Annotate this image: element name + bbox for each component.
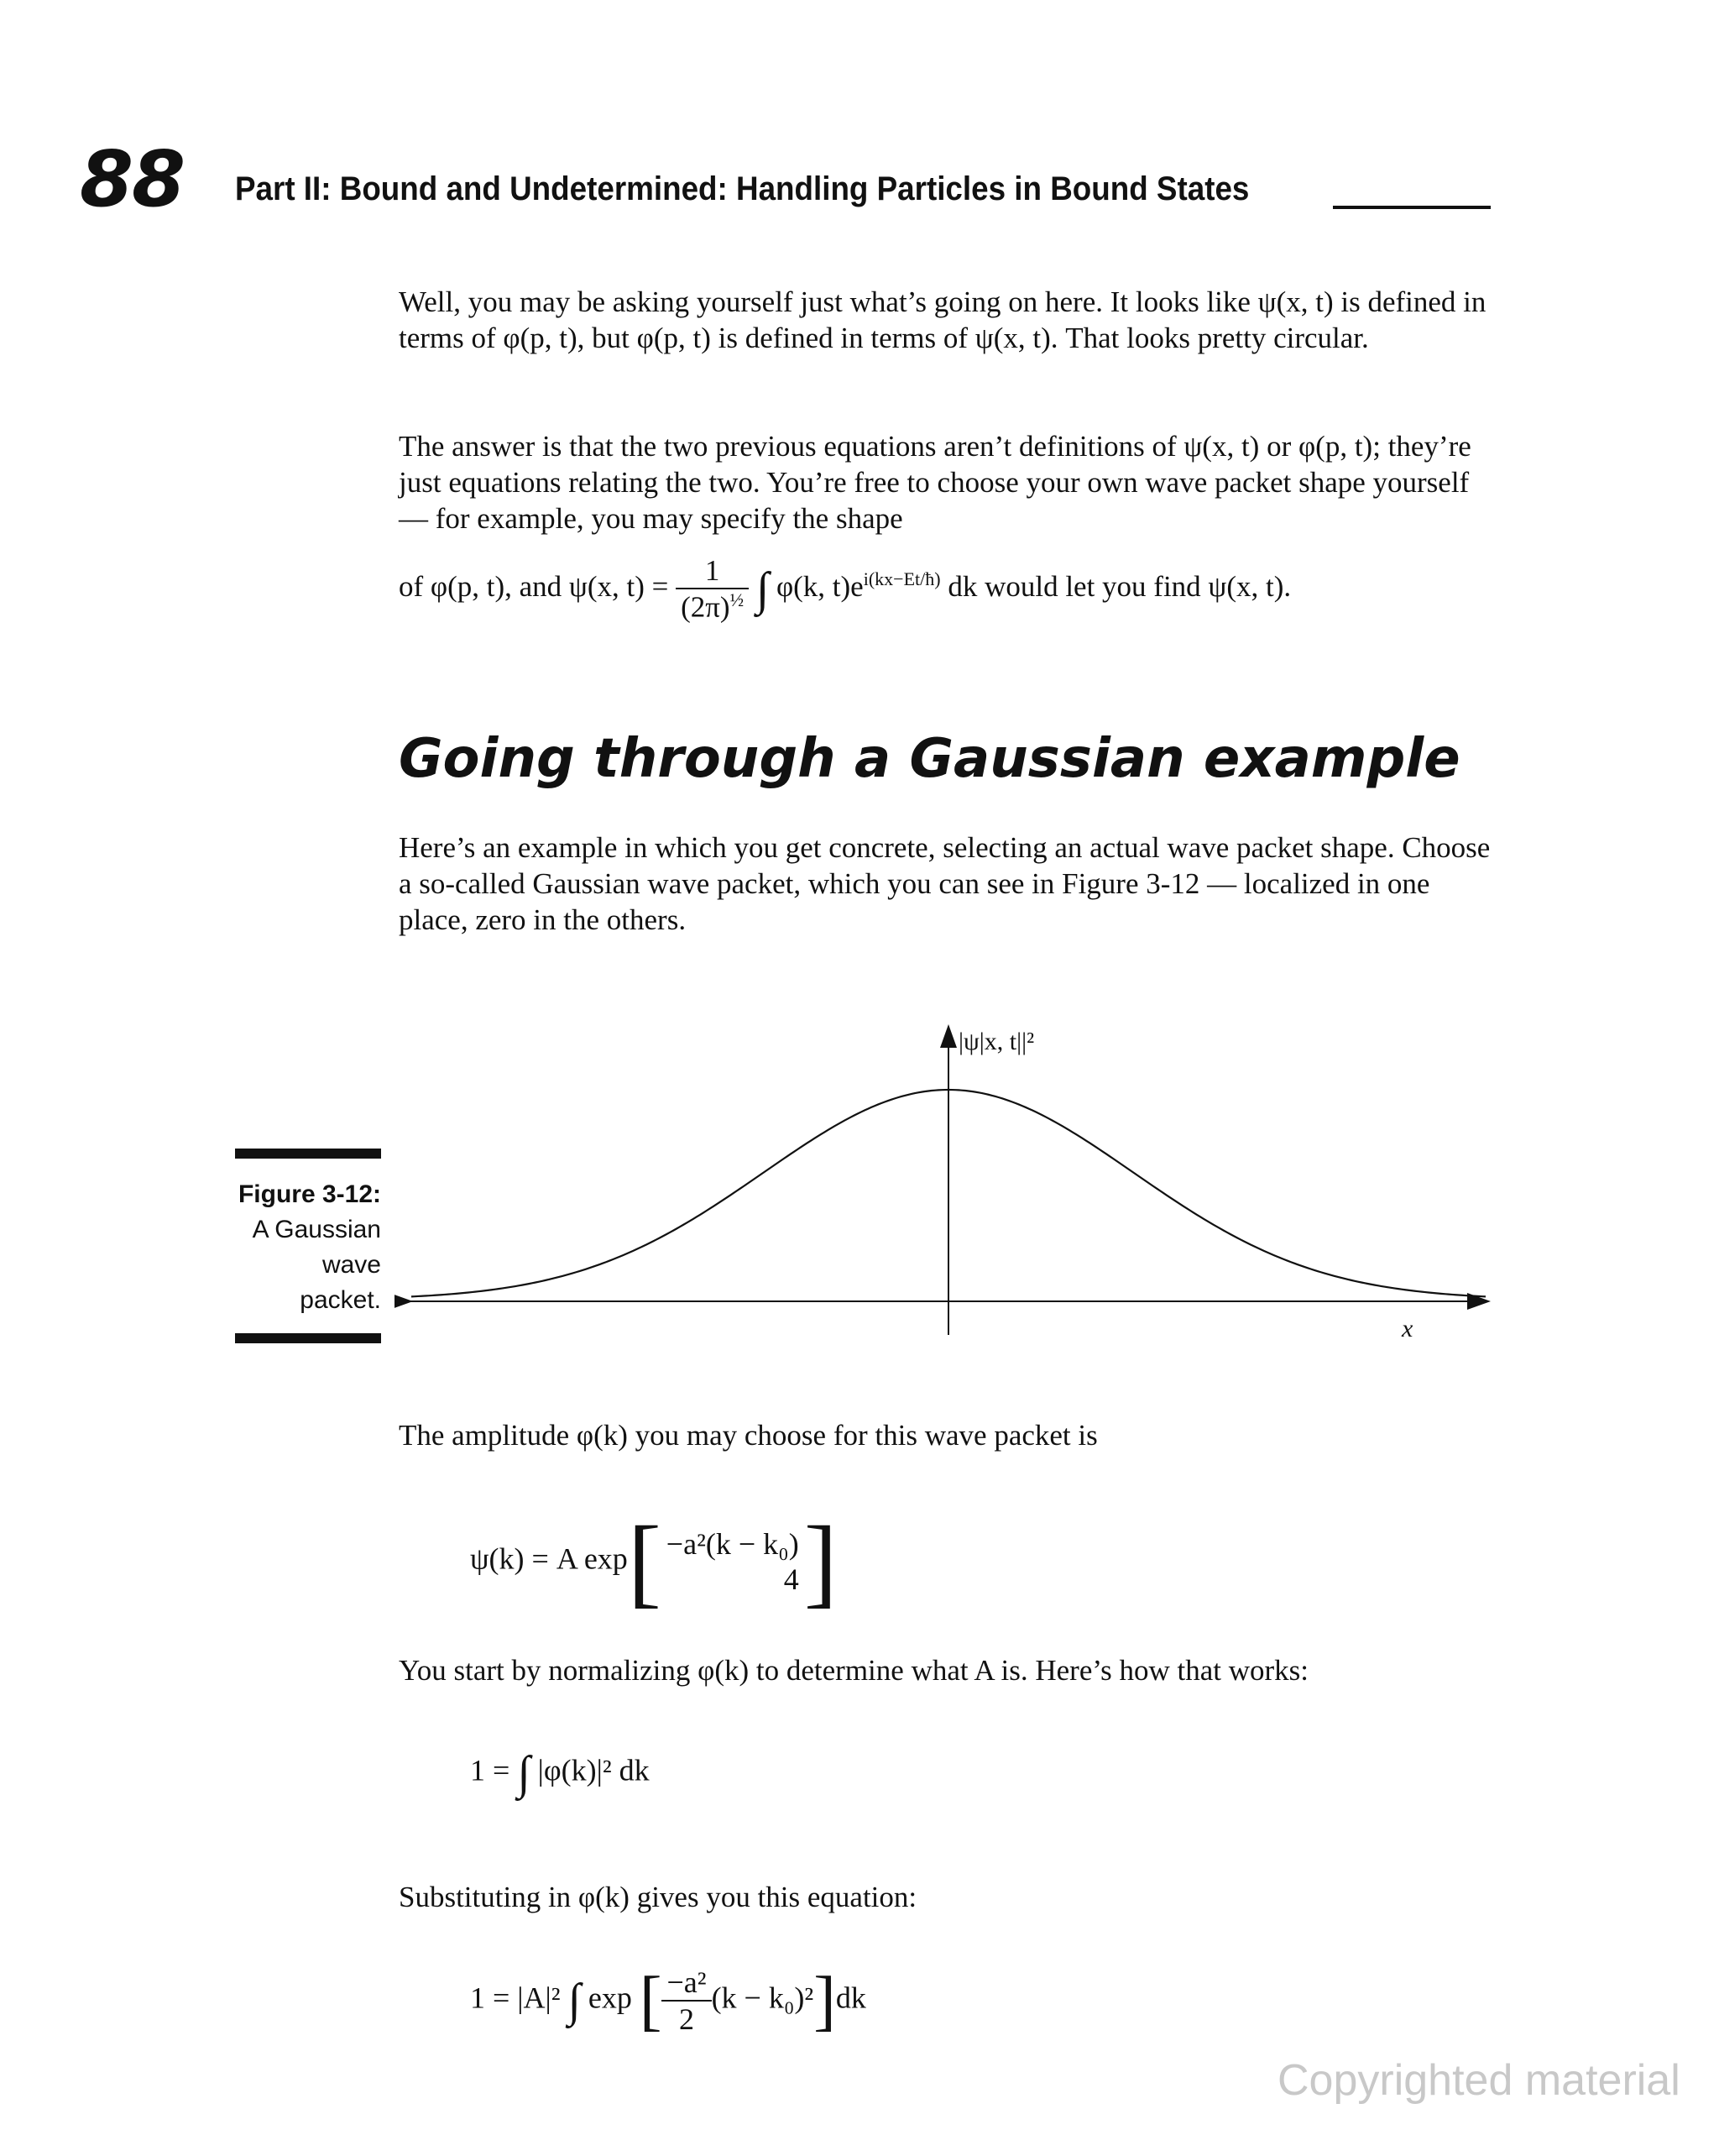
x-axis-label: x [1402, 1315, 1413, 1342]
header-rule [1333, 206, 1491, 209]
fraction-denominator: $(2\pi)^{\frac{1}{2}}$ [681, 589, 745, 624]
paragraph-5 [399, 1652, 1498, 1688]
running-head: Part II: Bound and Undetermined: Handling Particles in Bound States [235, 170, 1250, 207]
figure-label: Figure 3-12: [238, 1180, 381, 1208]
paragraph-1 [399, 284, 1498, 356]
paragraph-text: The amplitude φ(k) you may choose for this wave packet is [399, 1419, 1098, 1452]
integral-icon: ∫ [567, 1975, 581, 2027]
equation-lhs: 1 = [470, 1753, 510, 1787]
figure-bottom-bar [235, 1333, 381, 1343]
equation-fraction: −a²(k − k₀) 4 [666, 1527, 799, 1596]
paragraph-text: The answer is that the two previous equations aren’t definitions of ψ(x, t) or φ(p, t); they’re just equations relating the two. You’re free to choose your own wave packet shape yourself — for example, you may specify the shape [399, 430, 1471, 535]
y-axis-label: |ψ|x, t||² [959, 1028, 1035, 1055]
paragraph-text: Well, you may be asking yourself just what’s going on here. It looks like ψ(x, t) is defined in terms of φ(p, t), but φ(p, t) is defined in terms of ψ(x, t). That looks pretty circular. [399, 285, 1486, 354]
equation-exp: exp [588, 1981, 632, 2015]
equation-body: |φ(k)|² dk [537, 1753, 650, 1787]
figure-caption [235, 1177, 381, 1318]
inline-equation-line [399, 554, 1291, 625]
inline-integrand: φ(k, t)e [776, 569, 864, 603]
paragraph-text: Substituting in φ(k) gives you this equation: [399, 1881, 917, 1913]
integral-icon: ∫ [755, 563, 770, 615]
equation-1 [470, 1505, 838, 1617]
left-bracket-icon: [ [639, 1964, 662, 2038]
copyright-watermark: Copyrighted material [1277, 2056, 1680, 2105]
inline-fraction [676, 554, 749, 625]
integral-icon: ∫ [517, 1747, 530, 1799]
inline-prefix: of φ(p, t), and ψ(x, t) = [399, 569, 669, 603]
left-bracket-icon: [ [627, 1505, 661, 1617]
paragraph-4 [399, 1417, 1498, 1453]
right-bracket-icon: ] [813, 1964, 836, 2038]
paragraph-6 [399, 1879, 1498, 1915]
fraction-numerator: 1 [676, 554, 749, 589]
inline-exponent: i(kx−Et/ħ) [863, 568, 941, 590]
paragraph-3 [399, 829, 1498, 938]
page-number: 88 [80, 134, 185, 224]
gaussian-figure [394, 1016, 1502, 1368]
section-heading: Going through a Gaussian example [399, 728, 1460, 790]
equation-fraction: $\frac{\text{−a²}}{2}$ [661, 1965, 711, 2037]
right-bracket-icon: ] [803, 1505, 838, 1617]
paragraph-text: Here’s an example in which you get concrete, selecting an actual wave packet shape. Choose a so-called Gaussian wave packet, which you can see in Figure 3-12 — localized in one place, zero in the others. [399, 831, 1491, 936]
figure-caption-text: A Gaussian wave packet. [252, 1216, 381, 1314]
equation-lhs: 1 = |A|² [470, 1981, 561, 2015]
equation-tail: (k − k₀)² [711, 1981, 814, 2015]
equation-3 [470, 1965, 866, 2037]
paragraph-2 [399, 428, 1498, 536]
inline-suffix: dk would let you find ψ(x, t). [948, 569, 1292, 603]
paragraph-text: You start by normalizing φ(k) to determine what A is. Here’s how that works: [399, 1654, 1309, 1687]
figure-top-bar [235, 1149, 381, 1159]
equation-dk: dk [835, 1981, 866, 2015]
equation-lhs: ψ(k) = A exp [470, 1541, 628, 1576]
equation-2 [470, 1746, 650, 1800]
